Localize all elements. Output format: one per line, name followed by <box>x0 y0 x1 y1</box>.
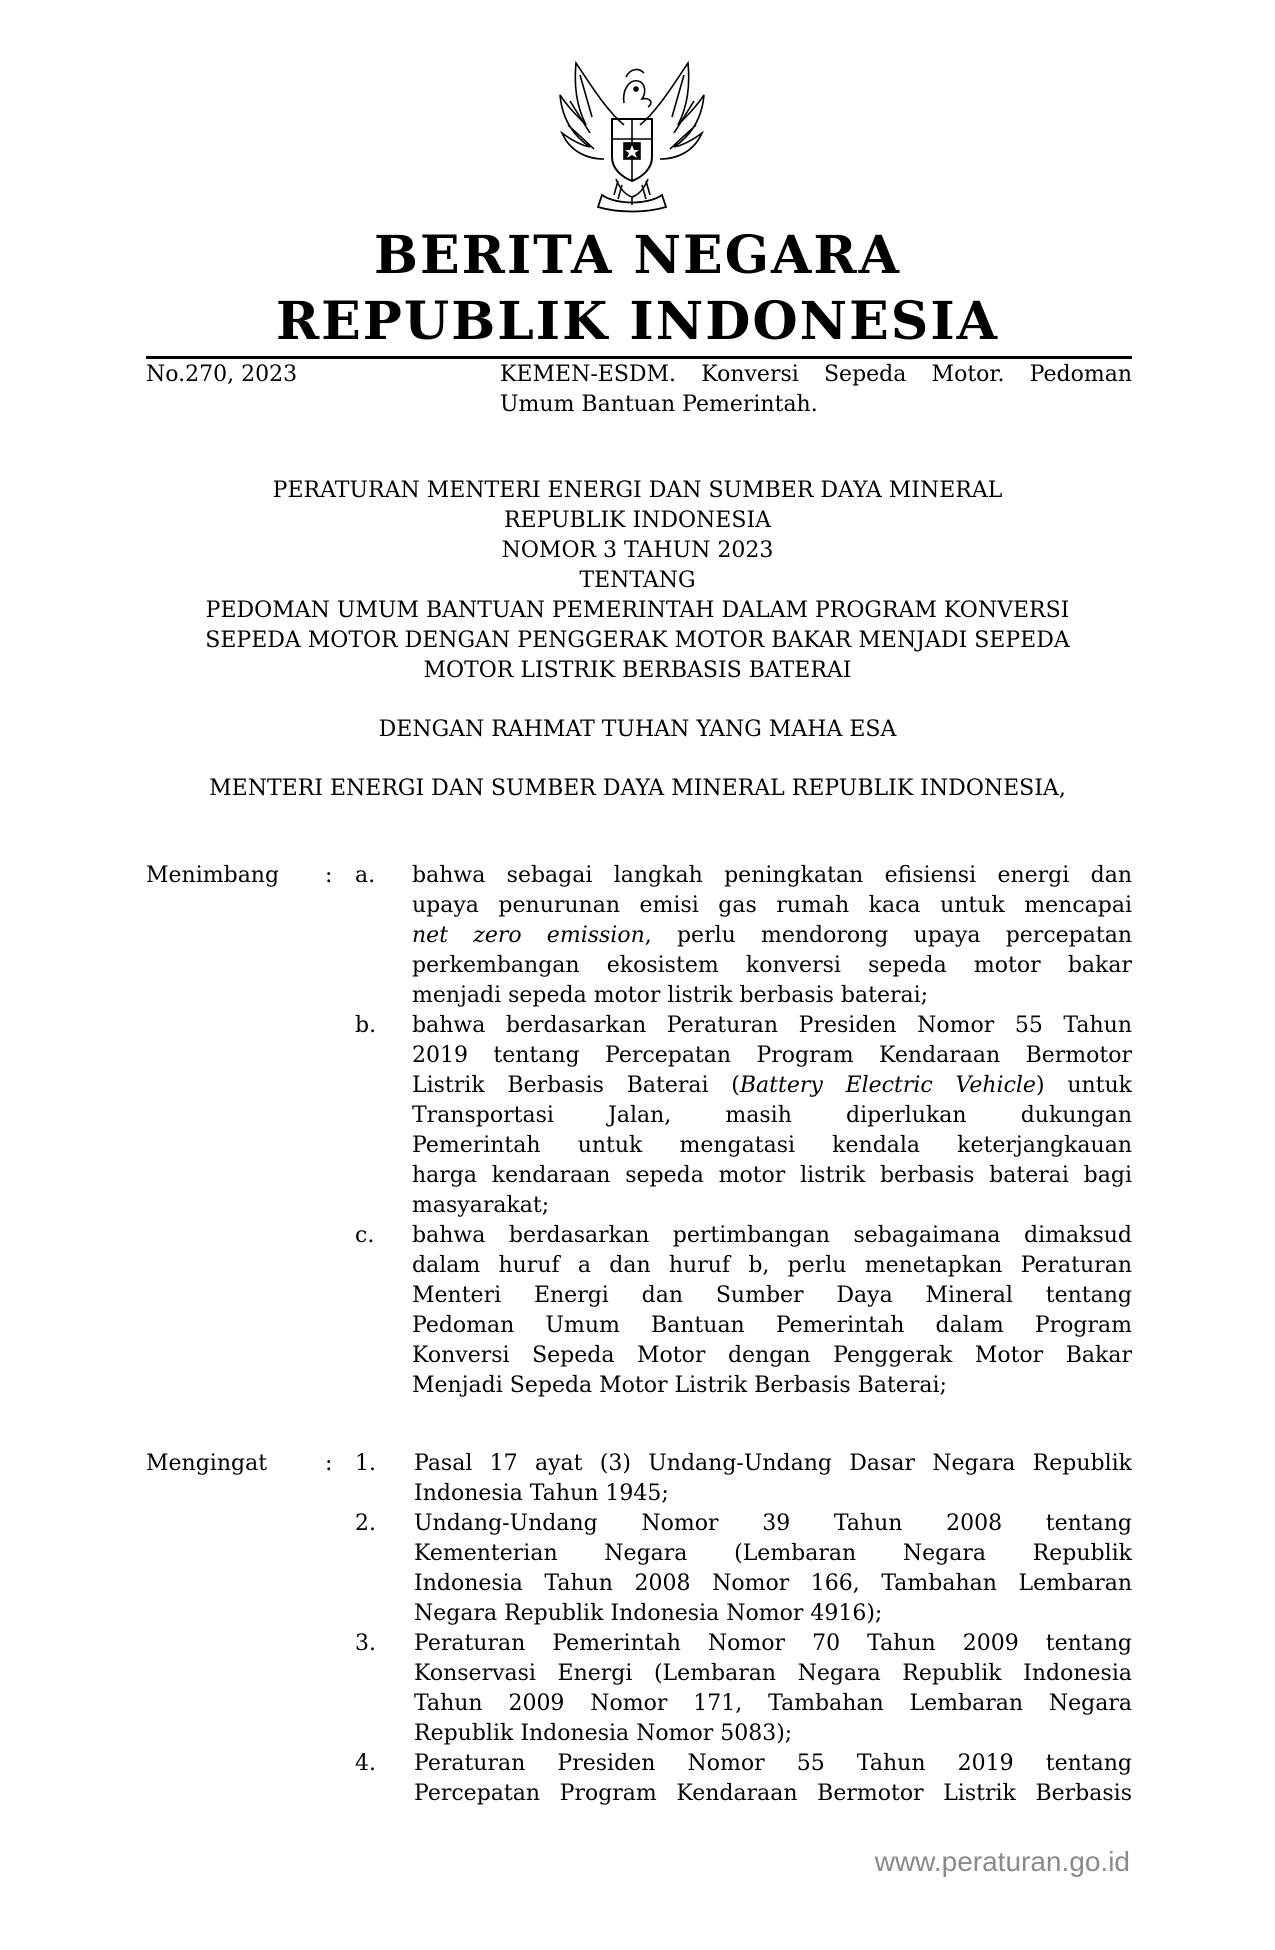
menimbang-b-line6: harga kendaraan sepeda motor listrik berbasis baterai bagi <box>412 1163 1132 1188</box>
gazette-number: No.270, 2023 <box>146 362 298 387</box>
menimbang-a-line4: perkembangan ekosistem konversi sepeda motor bakar <box>412 953 1132 978</box>
menimbang-c-line3: Menteri Energi dan Sumber Daya Mineral tentang <box>412 1283 1132 1308</box>
mengingat-2-line2: Kementerian Negara (Lembaran Negara Republik <box>414 1541 1132 1566</box>
mengingat-4-line1: Peraturan Presiden Nomor 55 Tahun 2019 tentang <box>414 1751 1132 1776</box>
mengingat-2-line3: Indonesia Tahun 2008 Nomor 166, Tambahan Lembaran <box>414 1571 1132 1596</box>
menimbang-c-marker: c. <box>355 1223 375 1248</box>
menimbang-b-line5: Pemerintah untuk mengatasi kendala keterjangkauan <box>412 1133 1132 1158</box>
regulation-line-2: REPUBLIK INDONESIA <box>503 508 772 533</box>
menimbang-c-line6: Menjadi Sepeda Motor Listrik Berbasis Baterai; <box>412 1373 947 1398</box>
menimbang-b-marker: b. <box>355 1013 377 1038</box>
menimbang-colon: : <box>325 863 333 888</box>
regulation-line-1: PERATURAN MENTERI ENERGI DAN SUMBER DAYA MINERAL <box>272 478 1003 503</box>
footer-url[interactable]: www.peraturan.go.id <box>874 1846 1130 1877</box>
mengingat-3-line3: Tahun 2009 Nomor 171, Tambahan Lembaran Negara <box>414 1691 1132 1716</box>
menimbang-a-line3-rest: , perlu mendorong upaya percepatan <box>644 923 1132 948</box>
mengingat-1-marker: 1. <box>355 1451 376 1476</box>
masthead-rule <box>146 356 1132 359</box>
menimbang-a-line2: upaya penurunan emisi gas rumah kaca untuk mencapai <box>412 893 1132 918</box>
menimbang-b-line3-pre: Listrik Berbasis Baterai ( <box>412 1073 740 1098</box>
menimbang-c-line1: bahwa berdasarkan pertimbangan sebagaimana dimaksud <box>412 1223 1132 1248</box>
regulation-line-3: NOMOR 3 TAHUN 2023 <box>501 538 774 563</box>
menimbang-c-line2: dalam huruf a dan huruf b, perlu menetapkan Peraturan <box>412 1253 1132 1278</box>
minister-line: MENTERI ENERGI DAN SUMBER DAYA MINERAL REPUBLIK INDONESIA, <box>209 776 1066 801</box>
mengingat-2-line1: Undang-Undang Nomor 39 Tahun 2008 tentang <box>414 1511 1132 1536</box>
menimbang-b-line7: masyarakat; <box>412 1193 550 1218</box>
gazette-subject: KEMEN-ESDM. Konversi Sepeda Motor. Pedoman Umum Bantuan Pemerintah. <box>500 362 1132 417</box>
mengingat-2-line4: Negara Republik Indonesia Nomor 4916); <box>414 1601 883 1626</box>
regulation-title-2: SEPEDA MOTOR DENGAN PENGGERAK MOTOR BAKAR MENJADI SEPEDA <box>205 628 1070 653</box>
masthead-title-line1: BERITA NEGARA <box>374 225 901 286</box>
regulation-title-3: MOTOR LISTRIK BERBASIS BATERAI <box>423 658 852 683</box>
mengingat-3-line4: Republik Indonesia Nomor 5083); <box>414 1721 793 1746</box>
mengingat-3-line2: Konservasi Energi (Lembaran Negara Republik Indonesia <box>414 1661 1132 1686</box>
mengingat-label: Mengingat <box>146 1451 268 1476</box>
mengingat-1-line2: Indonesia Tahun 1945; <box>414 1481 669 1506</box>
menimbang-b-italic: Battery Electric Vehicle <box>739 1073 1036 1098</box>
menimbang-b-line4: Transportasi Jalan, masih diperlukan dukungan <box>412 1103 1132 1128</box>
menimbang-b-line3 <box>412 1071 1132 1101</box>
blessing-line: DENGAN RAHMAT TUHAN YANG MAHA ESA <box>378 717 897 742</box>
menimbang-b-line3-post: ) untuk <box>1035 1073 1132 1098</box>
mengingat-2-marker: 2. <box>355 1511 376 1536</box>
menimbang-c-line5: Konversi Sepeda Motor dengan Penggerak Motor Bakar <box>412 1343 1132 1368</box>
menimbang-a-line1: bahwa sebagai langkah peningkatan efisiensi energi dan <box>412 863 1132 888</box>
mengingat-4-marker: 4. <box>355 1751 376 1776</box>
garuda-emblem <box>546 55 718 215</box>
mengingat-3-marker: 3. <box>355 1631 376 1656</box>
mengingat-1-line1: Pasal 17 ayat (3) Undang-Undang Dasar Negara Republik <box>414 1451 1132 1476</box>
regulation-line-4: TENTANG <box>579 568 696 593</box>
regulation-title-1: PEDOMAN UMUM BANTUAN PEMERINTAH DALAM PROGRAM KONVERSI <box>205 598 1070 623</box>
menimbang-label: Menimbang <box>146 863 280 888</box>
masthead-title-line2: REPUBLIK INDONESIA <box>275 291 1000 352</box>
menimbang-b-line1: bahwa berdasarkan Peraturan Presiden Nomor 55 Tahun <box>412 1013 1132 1038</box>
menimbang-a-marker: a. <box>355 863 376 888</box>
menimbang-c-line4: Pedoman Umum Bantuan Pemerintah dalam Program <box>412 1313 1132 1338</box>
mengingat-colon: : <box>325 1451 333 1476</box>
menimbang-a-line5: menjadi sepeda motor listrik berbasis baterai; <box>412 983 929 1008</box>
menimbang-a-line3 <box>412 921 1132 951</box>
menimbang-b-line2: 2019 tentang Percepatan Program Kendaraan Bermotor <box>412 1043 1132 1068</box>
mengingat-3-line1: Peraturan Pemerintah Nomor 70 Tahun 2009 tentang <box>414 1631 1132 1656</box>
menimbang-a-italic: net zero emission <box>412 923 645 948</box>
mengingat-4-line2: Percepatan Program Kendaraan Bermotor Listrik Berbasis <box>414 1781 1132 1806</box>
